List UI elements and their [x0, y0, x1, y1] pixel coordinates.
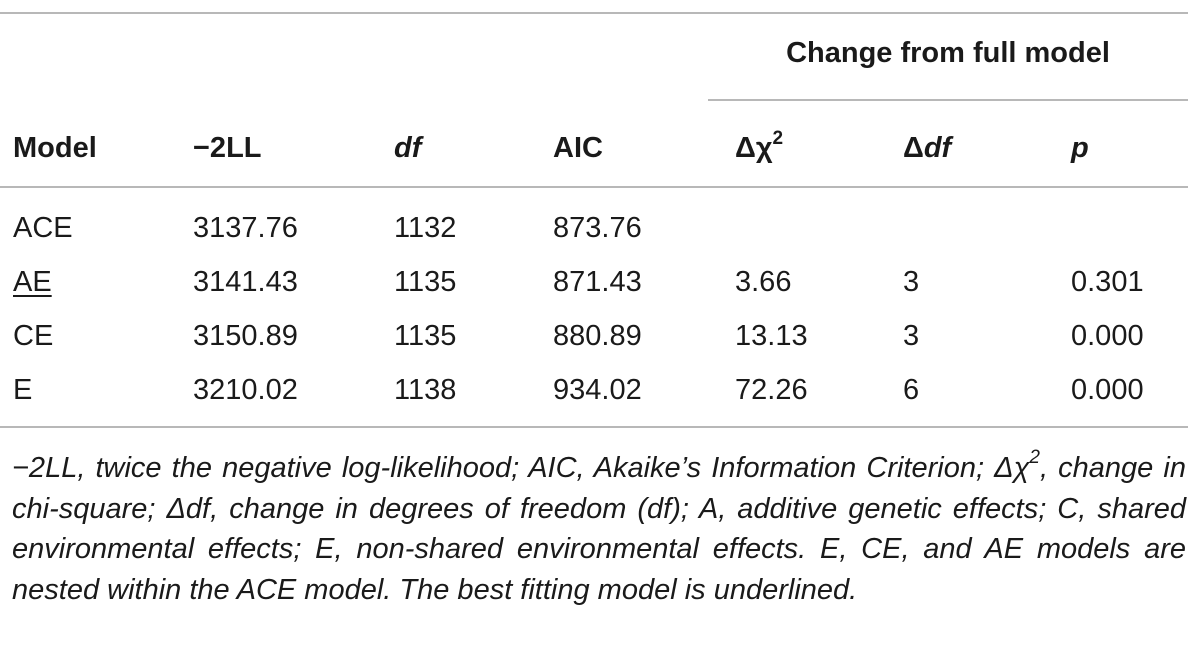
cell-aic: 873.76 — [553, 212, 642, 244]
cell-model: CE — [13, 320, 54, 352]
delta-chi-symbol: Δχ — [735, 132, 773, 164]
cell-aic: 880.89 — [553, 320, 642, 352]
cell-df: 1135 — [394, 266, 457, 298]
cell-df: 1138 — [394, 374, 457, 406]
column-header-p: p — [1071, 132, 1089, 164]
cell-aic: 934.02 — [553, 374, 642, 406]
table-top-rule — [0, 12, 1188, 14]
table-bottom-rule — [0, 426, 1188, 428]
cell-aic: 871.43 — [553, 266, 642, 298]
cell-df: 1135 — [394, 320, 457, 352]
delta-df-text: df — [923, 132, 952, 164]
cell-model: E — [13, 374, 33, 406]
column-header-delta-df — [903, 131, 951, 165]
delta-chi-superscript: 2 — [772, 128, 784, 150]
cell-p: 0.301 — [1071, 266, 1144, 298]
header-bottom-rule — [0, 186, 1188, 188]
cell-delta-df: 6 — [903, 374, 920, 406]
footnote-text-part2: , change in chi-square; Δdf, change in degrees of freedom (df); A, additive genetic effects; C, shared environmental effects; E, non-shared environmental effects. E, CE, and AE models are nested within the ACE model. The best fitting model is underlined. — [12, 452, 1186, 606]
cell-delta-df: 3 — [903, 320, 920, 352]
footnote-superscript: 2 — [1029, 447, 1040, 469]
column-header-delta-chi-square — [735, 128, 784, 165]
column-header-neg2ll: −2LL — [193, 132, 262, 164]
cell-delta-chi: 13.13 — [735, 320, 808, 352]
cell-neg2ll: 3150.89 — [193, 320, 298, 352]
cell-delta-chi: 72.26 — [735, 374, 808, 406]
cell-neg2ll: 3137.76 — [193, 212, 298, 244]
cell-delta-df: 3 — [903, 266, 920, 298]
column-header-model: Model — [13, 132, 97, 164]
column-header-df: df — [394, 132, 422, 164]
cell-neg2ll: 3210.02 — [193, 374, 298, 406]
group-header-change-from-full-model: Change from full model — [786, 37, 1110, 69]
cell-df: 1132 — [394, 212, 457, 244]
cell-neg2ll: 3141.43 — [193, 266, 298, 298]
cell-delta-chi: 3.66 — [735, 266, 792, 298]
delta-symbol: Δ — [903, 132, 924, 164]
cell-p: 0.000 — [1071, 374, 1144, 406]
group-header-rule — [708, 99, 1188, 101]
footnote-text-part1: −2LL, twice the negative log-likelihood; AIC, Akaike’s Information Criterion; Δχ — [12, 452, 1030, 484]
cell-model-best-fitting: AE — [13, 266, 52, 298]
table-footnote — [12, 448, 1186, 610]
cell-model: ACE — [13, 212, 73, 244]
column-header-aic: AIC — [553, 132, 603, 164]
cell-p: 0.000 — [1071, 320, 1144, 352]
